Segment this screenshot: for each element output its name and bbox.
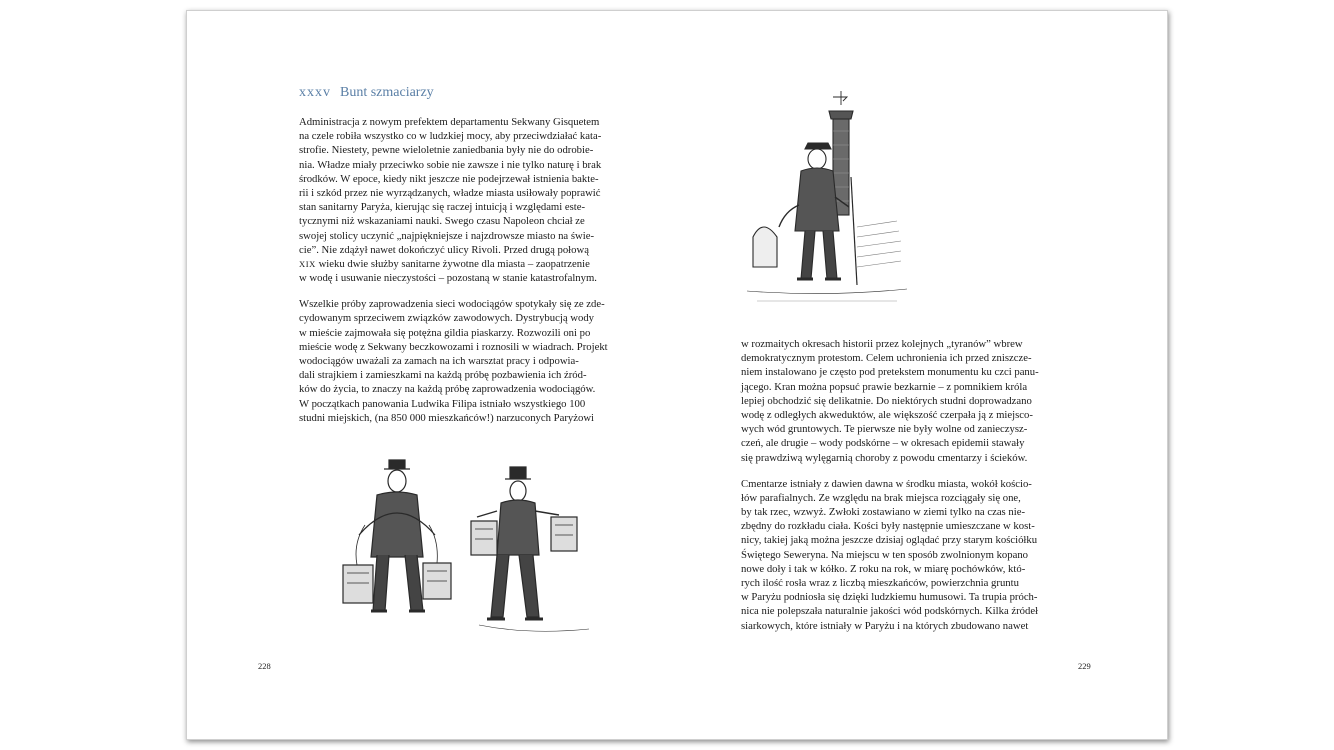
text-line: nowe doły i tak w kółko. Z roku na rok, w miarę pochówków, któ- (741, 562, 1026, 575)
text-line: wodociągów uważali za zamach na ich warsztat pracy i odpowia- (299, 355, 579, 367)
paragraph (299, 297, 619, 425)
text-line: Wszelkie próby zaprowadzenia sieci wodociągów spotykały się ze zde- (299, 298, 605, 311)
text-line: lepiej obchodzić się delikatnie. Do niektórych studni doprowadzano (741, 394, 1032, 407)
text-line: siarkowych, które istniały w Paryżu i na których zbudowano nawet (741, 619, 1029, 632)
text-line: w Paryżu podniosła się dzięki ludzkiemu humusowi. Ta trupia próch- (741, 591, 1038, 604)
text-line: nica nie polepszała naturalnie jakości wód podskórnych. Kilka źródeł (741, 605, 1039, 618)
page-number-right: 229 (1078, 661, 1091, 671)
text-line: Administracja z nowym prefektem departamentu Sekwany Gisquetem (299, 116, 600, 128)
book-spread (186, 10, 1168, 740)
chapter-number: xxxv (299, 85, 331, 100)
text-line: demokratycznym protestom. Celem uchronienia ich przed zniszcze- (741, 352, 1032, 365)
text-line: nia. Władze miały przeciwko sobie nie zawsze i nie tylko naturę i brak (299, 158, 602, 171)
text-line: Cmentarze istniały z dawien dawna w środku miasta, wokół kościo- (741, 477, 1032, 490)
text-line: XIX wieku dwie służby sanitarne żywotne dla miasta – zaopatrzenie (299, 257, 590, 270)
text-line: na czele robiła wszystko co w ludzkiej mocy, aby przeciwdziałać kata- (299, 130, 602, 143)
text-line: W początkach panowania Ludwika Filipa istniało wszystkiego 100 (299, 397, 586, 410)
paragraph (741, 337, 1061, 465)
text-line: stan sanitarny Paryża, kierując się raczej intuicją i względami este- (299, 201, 586, 214)
text-line: by tak rzec, wzwyż. Zwłoki zostawiano w ziemi tylko na czas nie- (741, 506, 1026, 519)
text-line: tycznymi niż wskazaniami nauki. Swego czasu Napoleon chciał ze (299, 215, 585, 228)
text-line: w mieście zajmowała się potężna gildia piaskarzy. Rozwozili oni po (299, 326, 591, 339)
text-line: w wodę i usuwanie nieczystości – pozostaną w stanie katastrofalnym. (299, 272, 597, 285)
page-number-left: 228 (258, 661, 271, 671)
text-line: w rozmaitych okresach historii przez kolejnych „tyranów” wbrew (741, 338, 1023, 350)
text-line: rych ilość rosła wraz z liczbą mieszkańców, powierzchnia gruntu (741, 577, 1019, 589)
text-line: rii i szkód przez nie wyrządzanych, władze miasta usiłowały poprawić (299, 186, 601, 199)
chapter-heading (299, 85, 434, 101)
text-line: jącego. Kran można popsuć prawie bezkarnie – z pomnikiem króla (741, 380, 1028, 393)
left-page-text (299, 115, 619, 425)
text-line: dali strajkiem i zamieszkami na każdą próbę pozbawienia ich źród- (299, 369, 587, 382)
text-line: cie”. Nie zdążył nawet dokończyć ulicy Rivoli. Przed drugą połową (299, 243, 589, 256)
text-line: strofie. Niestety, pewne wieloletnie zaniedbania były nie do odrobie- (299, 144, 594, 157)
text-line: ków do życia, to znaczy na każdą próbę zaprowadzenia wodociągów. (299, 383, 596, 396)
water-carriers-engraving (329, 455, 601, 655)
street-vendor-engraving (747, 87, 907, 309)
street-vendor-illustration (747, 87, 907, 309)
chapter-title: Bunt szmaciarzy (340, 85, 434, 100)
text-line: czeń, ale drugie – wody podskórne – w okresach epidemii stawały (741, 437, 1025, 450)
text-line: mieście wodę z Sekwany beczkowozami i roznosili w wiadrach. Projekt (299, 340, 608, 353)
text-line: zbędny do rozkładu ciała. Kości były następnie umieszczane w kost- (741, 520, 1035, 533)
text-line: cydowanym sprzeciwem związków zawodowych. Dystrybucją wody (299, 312, 595, 325)
text-line: wych wód gruntowych. Te pierwsze nie były wolne od zanieczysz- (741, 423, 1028, 436)
text-line: łów parafialnych. Ze względu na brak miejsca rozciągały się one, (741, 491, 1021, 504)
right-page-text (741, 337, 1061, 633)
water-carriers-illustration (329, 455, 601, 655)
text-line: Świętego Seweryna. Na miejscu w ten sposób zwolnionym kopano (741, 548, 1029, 561)
text-line: swojej stolicy uczynić „najpiękniejsze i najzdrowsze miasto na świe- (299, 229, 594, 242)
paragraph (299, 115, 619, 285)
text-line: studni miejskich, (na 850 000 mieszkańców!) narzuconych Paryżowi (299, 411, 595, 424)
text-line: się prawdziwą wylęgarnią choroby z powodu cmentarzy i ścieków. (741, 451, 1028, 464)
text-line: nicy, takiej jaką można jeszcze dzisiaj oglądać przy starym kościółku (741, 534, 1038, 547)
text-line: niem instalowano je często pod pretekstem monumentu ku czci panu- (741, 366, 1039, 379)
paragraph (741, 477, 1061, 633)
text-line: środków. W epoce, kiedy nikt jeszcze nie podejrzewał istnienia bakte- (299, 172, 599, 185)
text-line: wodę z odległych akweduktów, ale większość czerpała ją z miejsco- (741, 408, 1033, 421)
